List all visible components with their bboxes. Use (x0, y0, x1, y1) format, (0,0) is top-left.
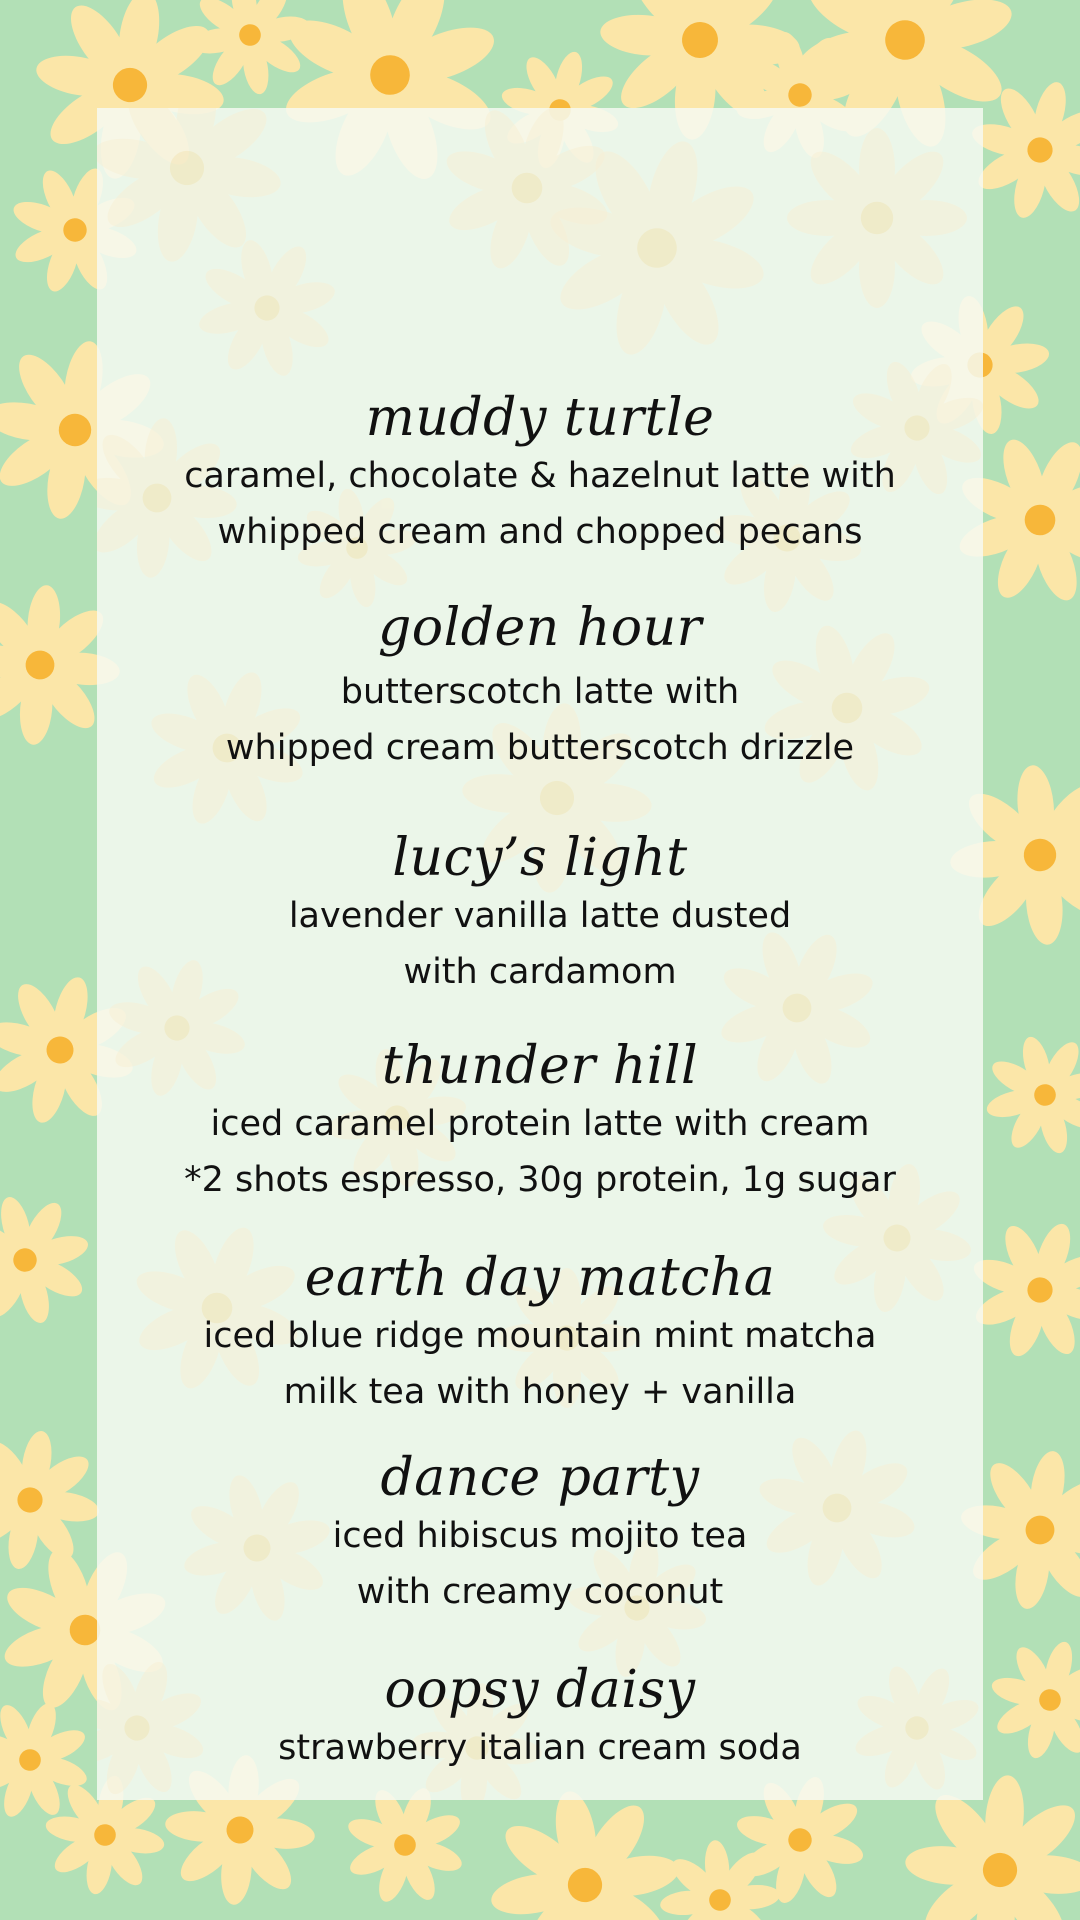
drink-description: iced caramel protein latte with cream *2 shots espresso, 30g protein, 1g sugar (184, 1104, 896, 1200)
drink-description: iced hibiscus mojito tea with creamy coconut (332, 1516, 748, 1612)
drink-name: lucy’s light (392, 828, 688, 888)
drink-name: thunder hill (381, 1036, 699, 1096)
menu-item-dance-party (97, 1448, 983, 1620)
drink-description: butterscotch latte with whipped cream butterscotch drizzle (225, 672, 855, 768)
drink-name: muddy turtle (365, 388, 715, 448)
drink-name: golden hour (378, 598, 702, 658)
daisy-flower (787, 128, 967, 308)
menu-item-lucys-light (97, 828, 983, 1000)
drink-name: earth day matcha (304, 1248, 776, 1308)
daisy-flower (977, 1627, 1080, 1774)
drink-description: caramel, chocolate & hazelnut latte with whipped cream and chopped pecans (184, 456, 896, 552)
drink-name: dance party (380, 1448, 700, 1508)
menu-item-muddy-turtle (97, 388, 983, 560)
drink-name: oopsy daisy (384, 1660, 696, 1720)
menu-item-golden-hour (97, 598, 983, 776)
menu-card (97, 108, 983, 1800)
menu-item-oopsy-daisy (97, 1660, 983, 1776)
drink-description: lavender vanilla latte dusted with cardamom (288, 896, 792, 992)
menu-item-earth-day-matcha (97, 1248, 983, 1420)
drink-description: strawberry italian cream soda (278, 1728, 802, 1768)
daisy-flower (171, 212, 362, 403)
daisy-flower (97, 108, 297, 278)
drink-description: iced blue ridge mountain mint matcha milk tea with honey + vanilla (203, 1316, 877, 1412)
menu-item-thunder-hill (97, 1036, 983, 1208)
